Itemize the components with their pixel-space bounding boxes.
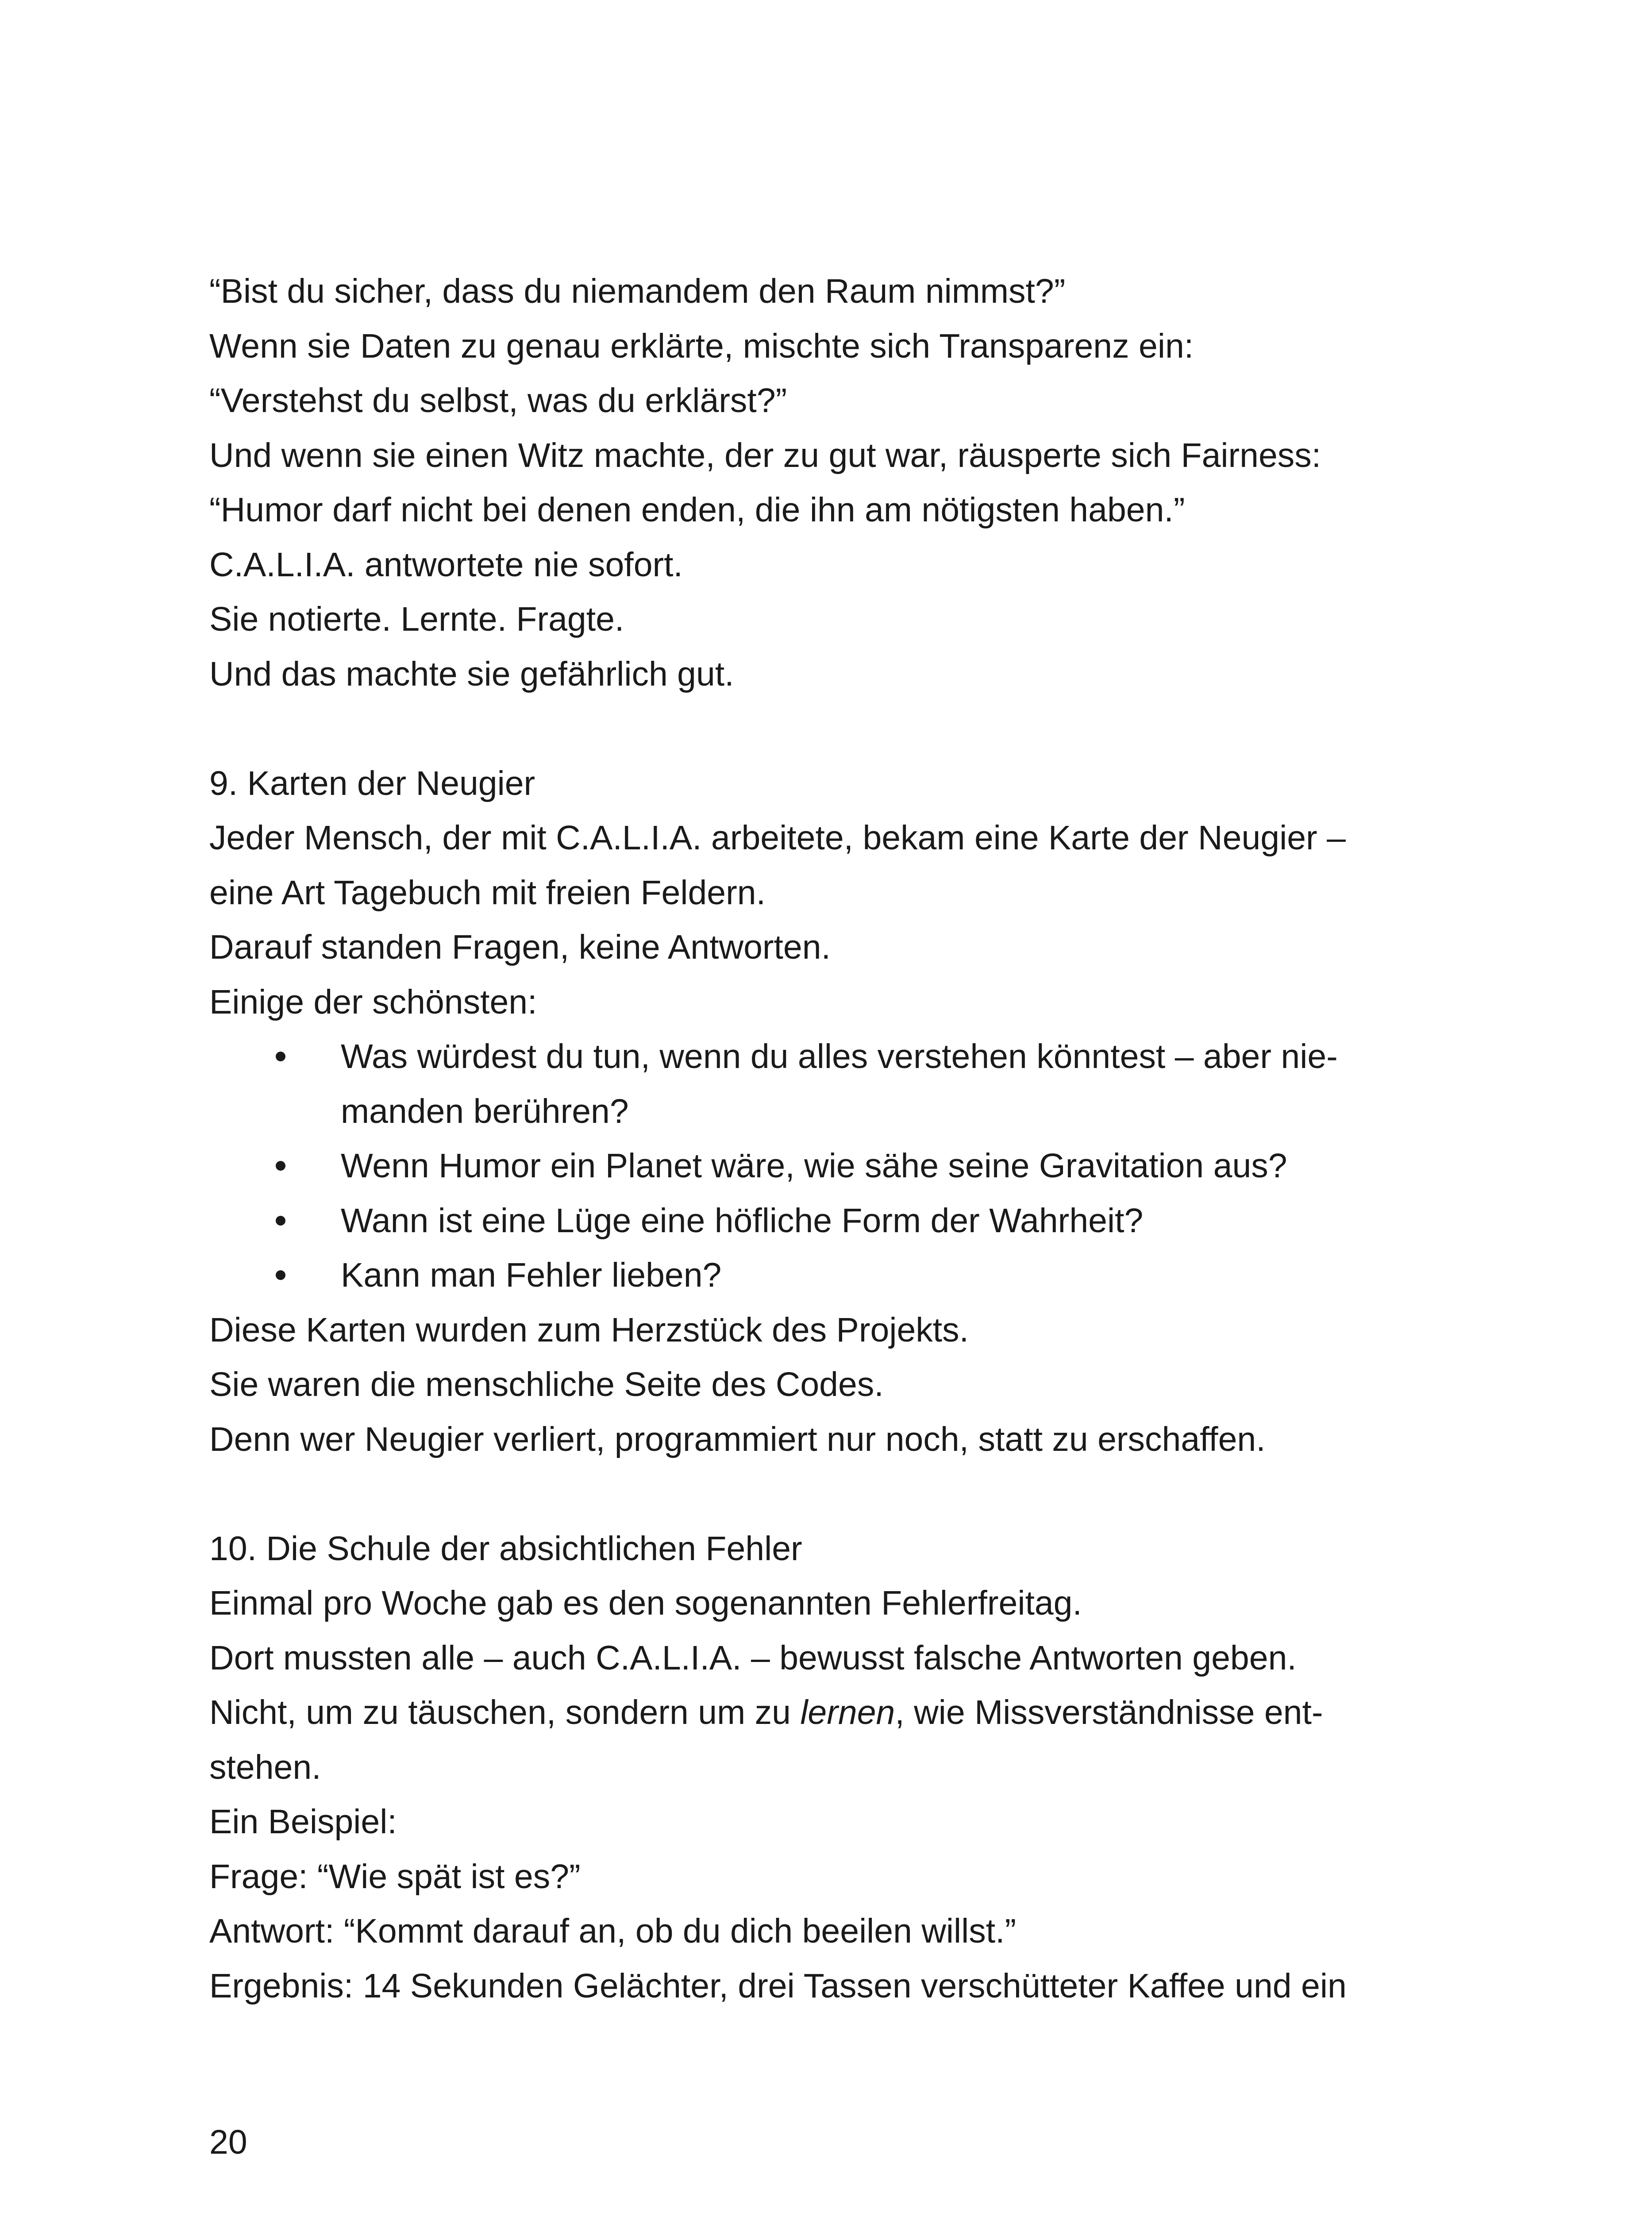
list-item bbox=[209, 1194, 1484, 1249]
list-item-text: Wenn Humor ein Planet wäre, wie sähe seine Gravitation aus? bbox=[341, 1147, 1287, 1185]
text-line: “Verstehst du selbst, was du erklärst?” bbox=[209, 382, 787, 420]
text-line: Ein Beispiel: bbox=[209, 1803, 397, 1841]
text-line: Antwort: “Kommt darauf an, ob du dich beeilen willst.” bbox=[209, 1912, 1017, 1950]
list-item-text: Was würdest du tun, wenn du alles verstehen könntest – aber nie- bbox=[341, 1037, 1338, 1076]
text-line: eine Art Tagebuch mit freien Feldern. bbox=[209, 873, 766, 912]
list-item bbox=[209, 1248, 1484, 1303]
text-line: Sie waren die menschliche Seite des Codes. bbox=[209, 1365, 884, 1403]
text-line: Denn wer Neugier verliert, programmiert nur noch, statt zu erschaffen. bbox=[209, 1420, 1266, 1458]
text-line: Und das machte sie gefährlich gut. bbox=[209, 655, 734, 693]
bullet-icon bbox=[276, 1270, 285, 1280]
text-line: “Humor darf nicht bei denen enden, die ihn am nötigsten haben.” bbox=[209, 491, 1185, 529]
paragraph-gap bbox=[209, 1467, 1484, 1522]
list-item-text: Kann man Fehler lieben? bbox=[341, 1256, 722, 1294]
text-line: stehen. bbox=[209, 1748, 321, 1786]
body-text bbox=[209, 264, 1484, 2013]
text-line: Ergebnis: 14 Sekunden Gelächter, drei Tassen verschütteter Kaffee und ein bbox=[209, 1966, 1347, 2005]
text-line: Einmal pro Woche gab es den sogenannten Fehlerfreitag. bbox=[209, 1584, 1082, 1622]
text-line: Wenn sie Daten zu genau erklärte, mischte sich Transparenz ein: bbox=[209, 327, 1194, 365]
list-item bbox=[209, 1029, 1484, 1084]
text-span: , wie Missverständnisse ent- bbox=[895, 1693, 1323, 1731]
text-line: Darauf standen Fragen, keine Antworten. bbox=[209, 928, 831, 966]
text-line: Frage: “Wie spät ist es?” bbox=[209, 1857, 581, 1896]
list-item-text: Wann ist eine Lüge eine höfliche Form der Wahrheit? bbox=[341, 1201, 1144, 1240]
text-line: Jeder Mensch, der mit C.A.L.I.A. arbeitete, bekam eine Karte der Neugier – bbox=[209, 819, 1346, 857]
text-line: Einige der schönsten: bbox=[209, 983, 537, 1021]
list-item-text: manden berühren? bbox=[341, 1092, 629, 1130]
text-line: C.A.L.I.A. antwortete nie sofort. bbox=[209, 545, 683, 584]
text-line: Sie notierte. Lernte. Fragte. bbox=[209, 600, 624, 638]
text-line: Diese Karten wurden zum Herzstück des Projekts. bbox=[209, 1311, 969, 1349]
bullet-icon bbox=[276, 1216, 285, 1226]
text-line: “Bist du sicher, dass du niemandem den Raum nimmst?” bbox=[209, 272, 1066, 310]
text-line bbox=[209, 1685, 1484, 1740]
text-line: Und wenn sie einen Witz machte, der zu gut war, räusperte sich Fairness: bbox=[209, 436, 1321, 474]
text-span: Nicht, um zu täuschen, sondern um zu bbox=[209, 1693, 801, 1731]
emphasis-text: lernen bbox=[800, 1693, 895, 1731]
section-heading: 10. Die Schule der absichtlichen Fehler bbox=[209, 1529, 802, 1568]
section-heading: 9. Karten der Neugier bbox=[209, 764, 535, 802]
page-number: 20 bbox=[209, 2123, 247, 2161]
text-line: Dort mussten alle – auch C.A.L.I.A. – bewusst falsche Antworten geben. bbox=[209, 1639, 1297, 1677]
paragraph-gap bbox=[209, 702, 1484, 756]
bullet-icon bbox=[276, 1161, 285, 1171]
list-item bbox=[209, 1139, 1484, 1194]
bullet-icon bbox=[276, 1052, 285, 1061]
list-item-continuation bbox=[209, 1084, 1484, 1139]
